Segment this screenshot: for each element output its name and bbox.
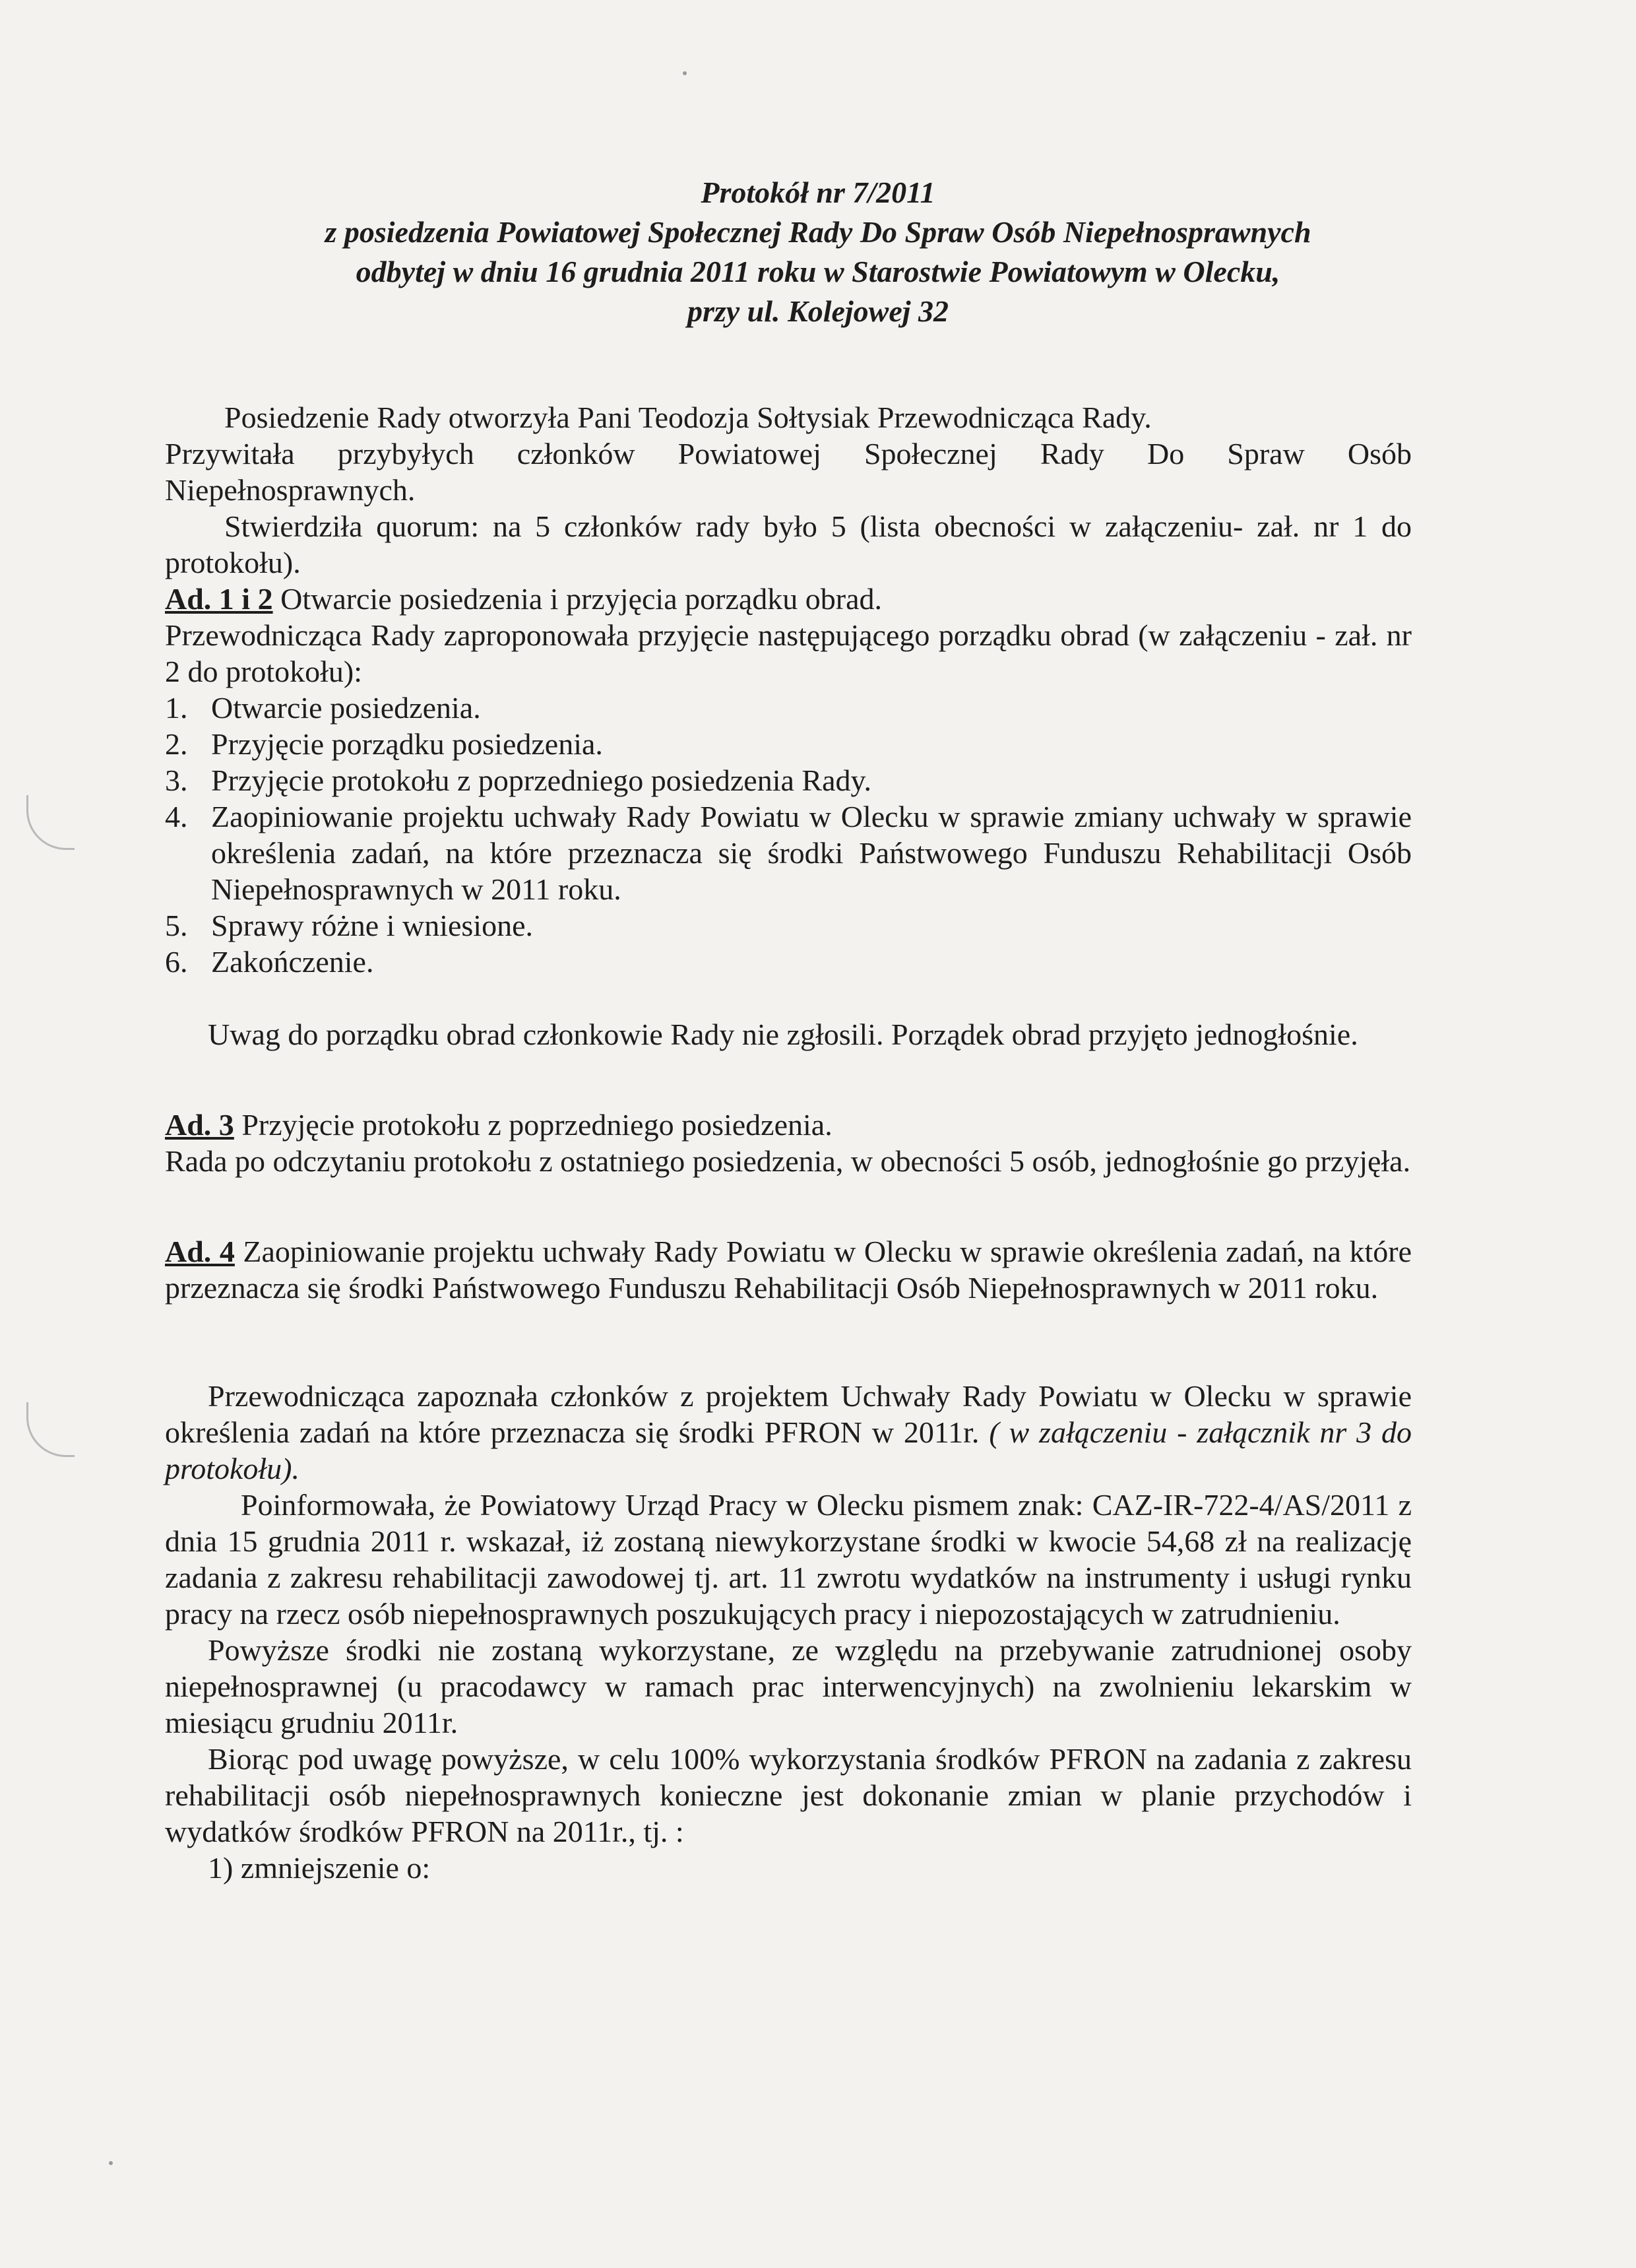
title-line: odbytej w dniu 16 grudnia 2011 roku w Starostwie Powiatowym w Olecku, (356, 255, 1280, 288)
opening-line: Posiedzenie Rady otworzyła Pani Teodozja Sołtysiak Przewodnicząca Rady. (224, 401, 1152, 434)
list-item: 3. Przyjęcie protokołu z poprzedniego posiedzenia Rady. (165, 763, 872, 797)
list-item: 5. Sprawy różne i wniesione. (165, 909, 533, 942)
agenda-remarks: Uwag do porządku obrad członkowie Rady nie zgłosili. Porządek obrad przyjęto jednogłośnie. (208, 1018, 1358, 1051)
document-body (165, 399, 1412, 1886)
opening-line: Niepełnosprawnych. (165, 473, 416, 507)
title-line: Protokół nr 7/2011 (701, 176, 935, 209)
ad4-paragraph: Biorąc pod uwagę powyższe, w celu 100% wykorzystania środków PFRON na zadania z zakresu rehabilitacji osób niepełnosprawnych konieczne jest dokonanie zmian w planie przychodów i wydatków środków PFRON na 2011r., tj. : (165, 1742, 1412, 1848)
section-label: Ad. 3 (165, 1108, 234, 1142)
section-label: Ad. 4 (165, 1235, 235, 1268)
list-item: 1. Otwarcie posiedzenia. (165, 691, 481, 725)
ad4-paragraph: Przewodnicząca zapoznała członków z projektem Uchwały Rady Powiatu w Olecku w sprawie określenia zadań na które przeznacza się środki PFRON w 2011r. ( w załączeniu - załącznik nr 3 do protokołu). (165, 1379, 1412, 1485)
punch-hole-mark (26, 795, 75, 850)
title-line: przy ul. Kolejowej 32 (687, 294, 949, 328)
section-heading-ad12 (165, 581, 1412, 617)
ad3-paragraph: Rada po odczytaniu protokołu z ostatniego posiedzenia, w obecności 5 osób, jednogłośnie go przyjęła. (165, 1144, 1411, 1178)
section-heading-ad4 (165, 1233, 1412, 1306)
section-label: Ad. 1 i 2 (165, 582, 273, 616)
agenda-list (165, 690, 1412, 980)
quorum-paragraph: Stwierdziła quorum: na 5 członków rady było 5 (lista obecności w załączeniu- zał. nr 1 do protokołu). (165, 509, 1412, 579)
ad4-paragraph: 1) zmniejszenie o: (208, 1851, 431, 1885)
list-item: 2. Przyjęcie porządku posiedzenia. (165, 727, 603, 761)
scan-speck (109, 2161, 113, 2165)
list-item: 6. Zakończenie. (165, 945, 374, 979)
punch-hole-mark (26, 1402, 75, 1457)
ad4-paragraph: Poinformowała, że Powiatowy Urząd Pracy w Olecku pismem znak: CAZ-IR-722-4/AS/2011 z dnia 15 grudnia 2011 r. wskazał, iż zostaną niewykorzystane środki w kwocie 54,68 zł na realizację zadania z zakresu rehabilitacji zawodowej tj. art. 11 zwrotu wydatków na instrumenty i usługi rynku pracy na rzecz osób niepełnosprawnych poszukujących pracy i niepozostających w zatrudnieniu. (165, 1488, 1412, 1631)
section-title: Przyjęcie protokołu z poprzedniego posiedzenia. (234, 1108, 833, 1142)
agenda-intro: Przewodnicząca Rady zaproponowała przyjęcie następującego porządku obrad (w załączeniu - zał. nr 2 do protokołu): (165, 618, 1412, 688)
opening-line: Przywitała przybyłych członków Powiatowej Społecznej Rady Do Spraw Osób (165, 437, 1412, 470)
title-line: z posiedzenia Powiatowej Społecznej Rady Do Spraw Osób Niepełnosprawnych (325, 215, 1311, 249)
section-title: Otwarcie posiedzenia i przyjęcia porządku obrad. (272, 582, 883, 616)
ad4-paragraph: Powyższe środki nie zostaną wykorzystane, ze względu na przebywanie zatrudnionej osoby niepełnosprawnej (u pracodawcy w ramach prac interwencyjnych) na zwolnieniu lekarskim w miesiącu grudniu 2011r. (165, 1633, 1412, 1739)
document-title (165, 173, 1471, 331)
section-heading-ad3 (165, 1107, 1412, 1143)
section-title: Zaopiniowanie projektu uchwały Rady Powiatu w Olecku w sprawie określenia zadań, na które przeznacza się środki Państwowego Funduszu Rehabilitacji Osób Niepełnosprawnych w 2011 roku. (165, 1235, 1412, 1305)
list-item: 4. Zaopiniowanie projektu uchwały Rady Powiatu w Olecku w sprawie zmiany uchwały w sprawie określenia zadań, na które przeznacza się środki Państwowego Funduszu Rehabilitacji Osób Niepełnosprawnych w 2011 roku. (165, 800, 1412, 906)
scan-speck (683, 71, 687, 75)
